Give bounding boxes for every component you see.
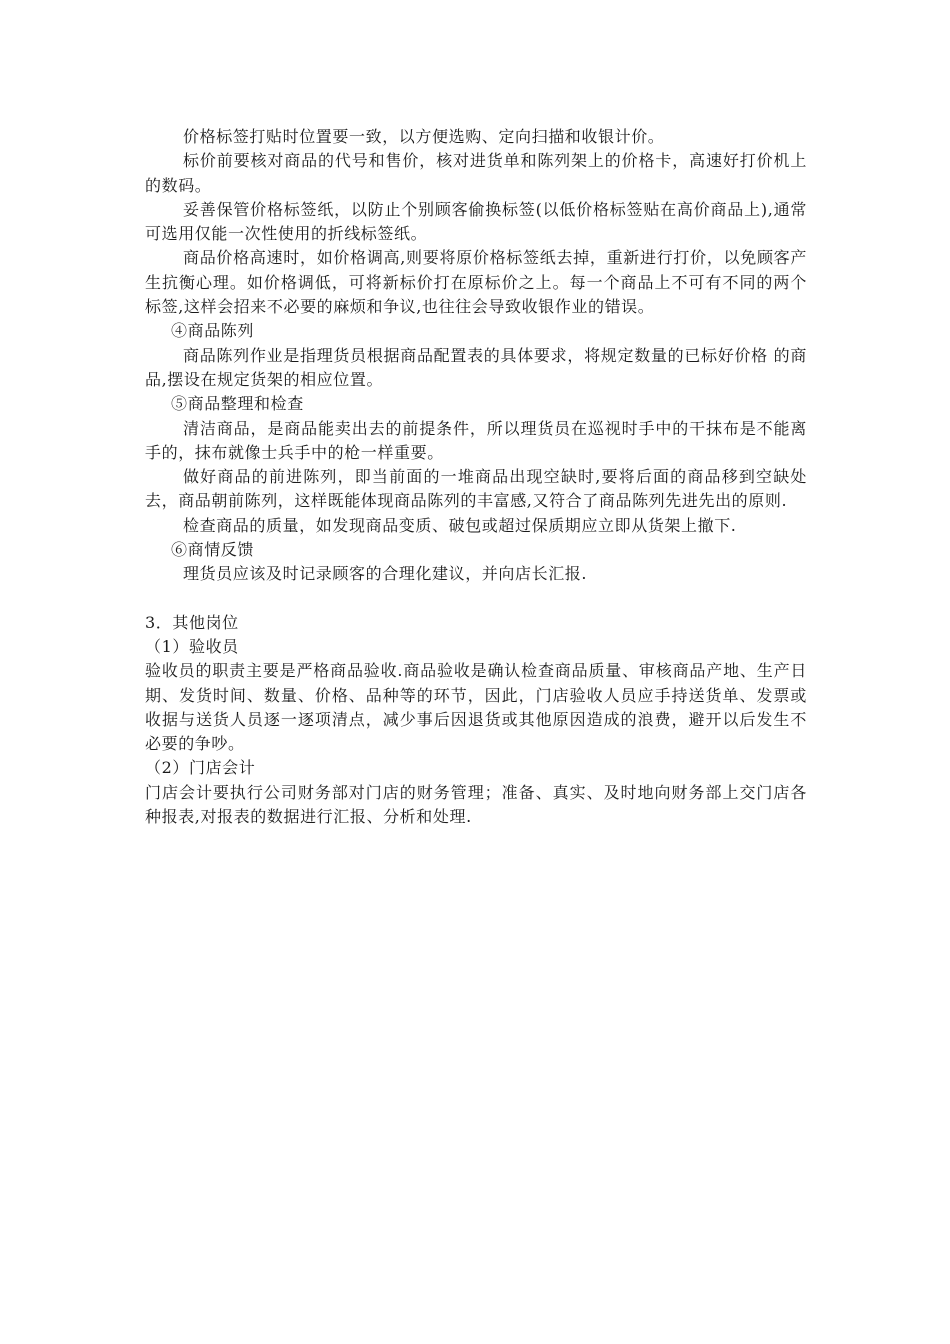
heading-receiving-clerk: （1）验收员 <box>145 636 239 656</box>
heading-store-accountant: （2）门店会计 <box>145 758 256 778</box>
paragraph-cleaning: 清洁商品，是商品能卖出去的前提条件，所以理货员在巡视时手中的干抹布是不能离手的，抹布就像士兵手中的枪一样重要。 <box>145 418 807 462</box>
heading-other-positions: 3．其他岗位 <box>145 612 239 632</box>
paragraph-price-check: 标价前要核对商品的代号和售价，核对进货单和陈列架上的价格卡，高速好打价机上的数码。 <box>145 151 807 195</box>
heading-arrange-inspect: ⑤商品整理和检查 <box>171 394 304 414</box>
paragraph-display-work: 商品陈列作业是指理货员根据商品配置表的具体要求，将规定数量的已标好价格 的商品,摆设在规定货架的相应位置。 <box>145 345 807 389</box>
heading-feedback: ⑥商情反馈 <box>171 540 255 560</box>
paragraph-forward-display: 做好商品的前进陈列，即当前面的一堆商品出现空缺时,要将后面的商品移到空缺处去，商品朝前陈列，这样既能体现商品陈列的丰富感,又符合了商品陈列先进先出的原则. <box>145 467 807 511</box>
paragraph-feedback: 理货员应该及时记录顾客的合理化建议，并向店长汇报. <box>183 564 588 584</box>
paragraph-store-accountant: 门店会计要执行公司财务部对门店的财务管理；准备、真实、及时地向财务部上交门店各种报表,对报表的数据进行汇报、分析和处理. <box>145 782 807 827</box>
paragraph-quality-check: 检查商品的质量，如发现商品变质、破包或超过保质期应立即从货架上撤下. <box>183 515 737 535</box>
paragraph-receiving-clerk: 验收员的职责主要是严格商品验收.商品验收是确认检查商品质量、审核商品产地、生产日期、发货时间、数量、价格、品种等的环节，因此，门店验收人员应手持送货单、发票或收据与送货人员逐一逐项清点，减少事后因退货或其他原因造成的浪费，避开以后发生不必要的争吵。 <box>145 661 807 754</box>
document-body <box>145 125 807 829</box>
paragraph-price-tag-position: 价格标签打贴时位置要一致，以方便选购、定向扫描和收银计价。 <box>183 127 665 146</box>
paragraph-price-change: 商品价格高速时，如价格调高,则要将原价格标签纸去掉，重新进行打价，以免顾客产生抗衡心理。如价格调低，可将新标价打在原标价之上。每一个商品上不可有不同的两个标签,这样会招来不必要的麻烦和争议,也往往会导致收银作业的错误。 <box>145 248 807 317</box>
heading-product-display: ④商品陈列 <box>171 321 255 341</box>
paragraph-tag-storage: 妥善保管价格标签纸，以防止个别顾客偷换标签(以低价格标签贴在高价商品上),通常可选用仅能一次性使用的折线标签纸。 <box>145 199 807 244</box>
